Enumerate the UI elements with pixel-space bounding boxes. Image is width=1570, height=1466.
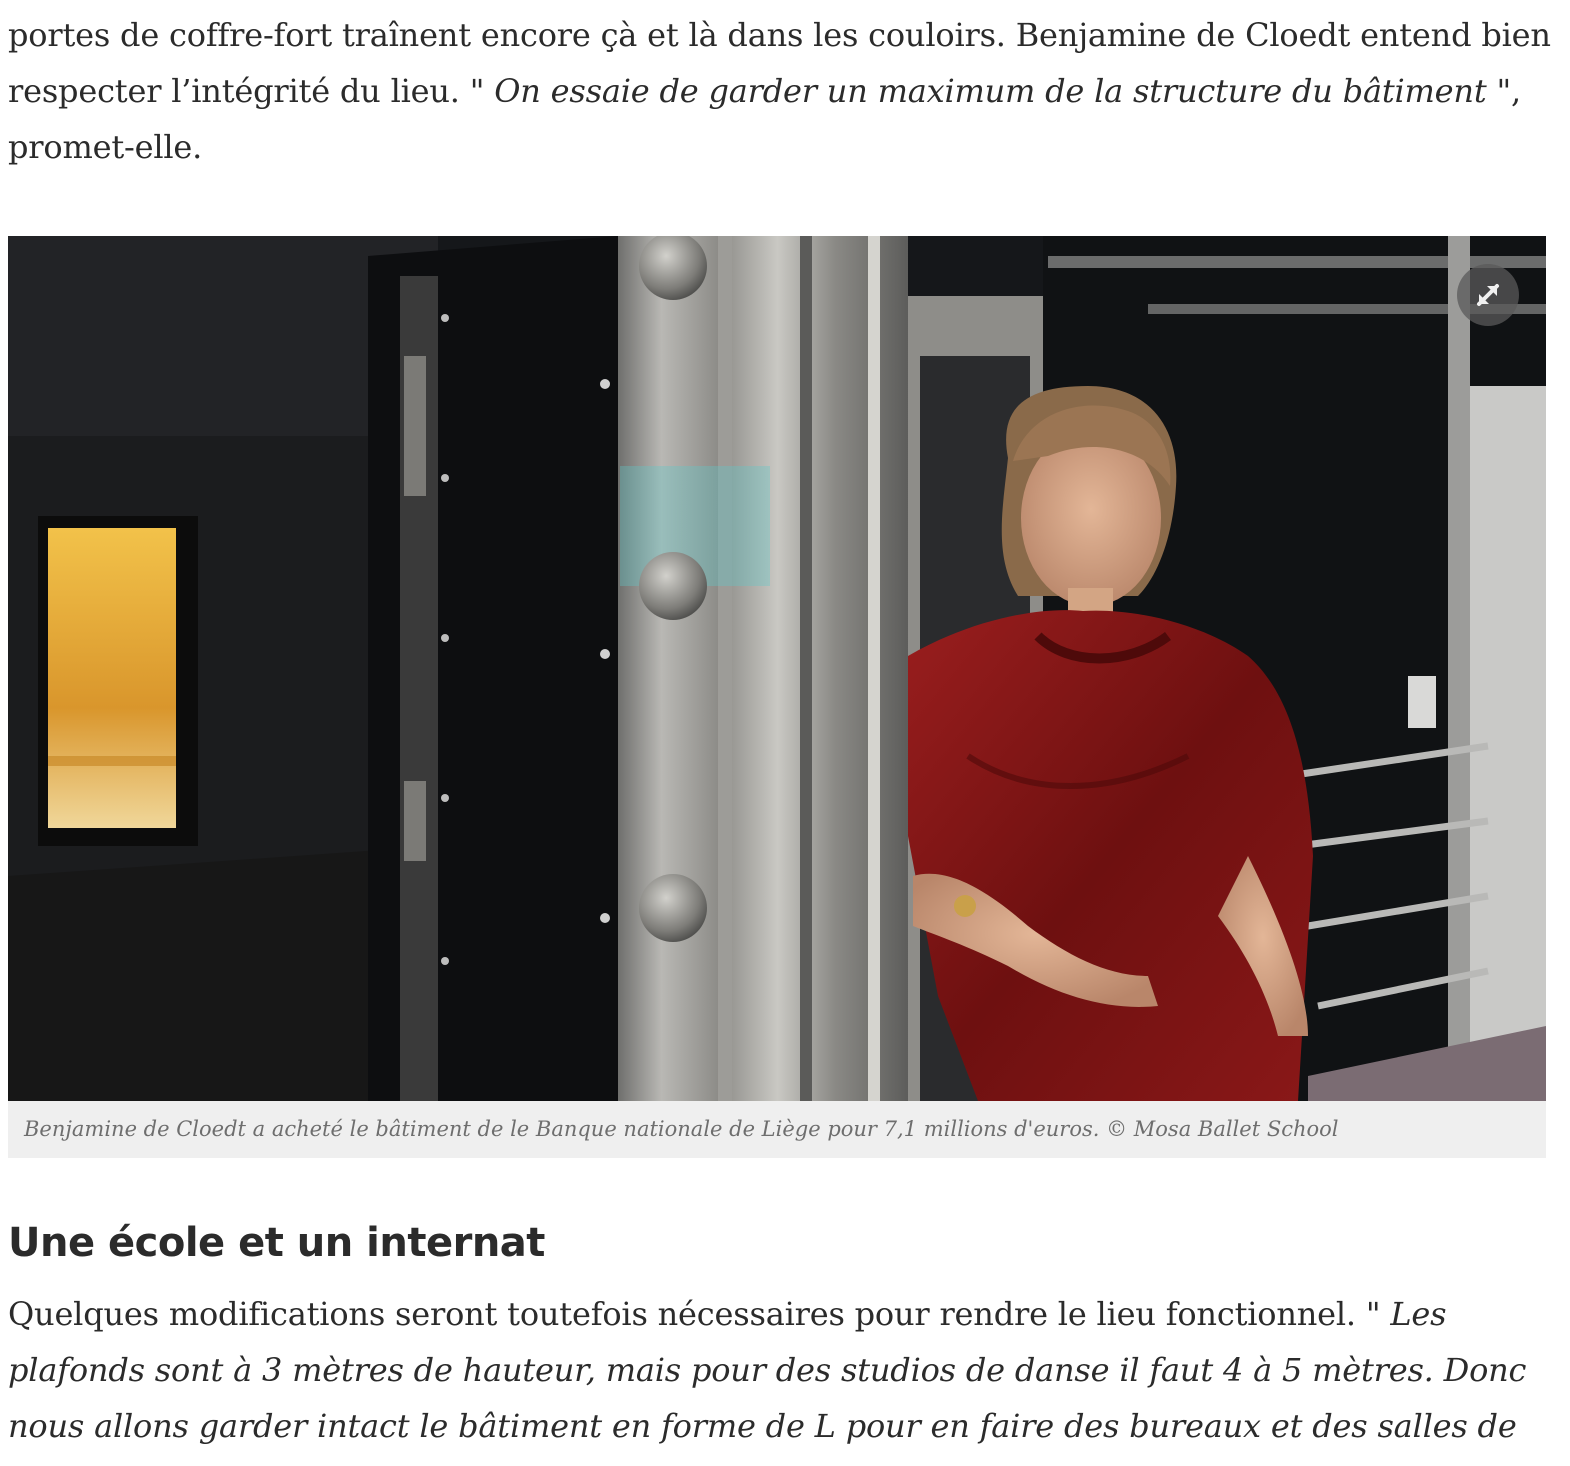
paragraph-text: Quelques modifications seront toutefois nécessaires pour rendre le lieu fonctionnel.	[8, 1295, 1366, 1333]
paragraph-quote: " On essaie de garder un maximum de la structure du bâtiment "	[469, 72, 1511, 110]
paragraph-text: portes de coffre-fort traînent encore çà et là dans les couloirs. Benjamine de Cloedt entend bien respecter l’intégrité du lieu.	[8, 16, 1551, 110]
expand-arrows-icon	[1472, 279, 1504, 311]
paragraph-text-end: , promet-elle.	[8, 72, 1521, 166]
paragraph-quote: " Les plafonds sont à 3 mètres de hauteur, mais pour des studios de danse il faut 4 à 5 mètres. Donc nous allons garder intact le bâtiment en forme de L pour en faire des bureaux et des salles de	[8, 1295, 1527, 1445]
expand-image-button[interactable]	[1457, 264, 1519, 326]
article-photo[interactable]	[8, 236, 1546, 1101]
article-paragraph	[8, 1286, 1553, 1454]
section-heading: Une école et un internat	[8, 1220, 545, 1266]
photo-illustration	[8, 236, 1546, 1101]
article-figure	[8, 236, 1546, 1158]
photo-caption: Benjamine de Cloedt a acheté le bâtiment de le Banque nationale de Liège pour 7,1 millions d'euros. © Mosa Ballet School	[8, 1101, 1546, 1158]
article-paragraph	[8, 7, 1553, 175]
